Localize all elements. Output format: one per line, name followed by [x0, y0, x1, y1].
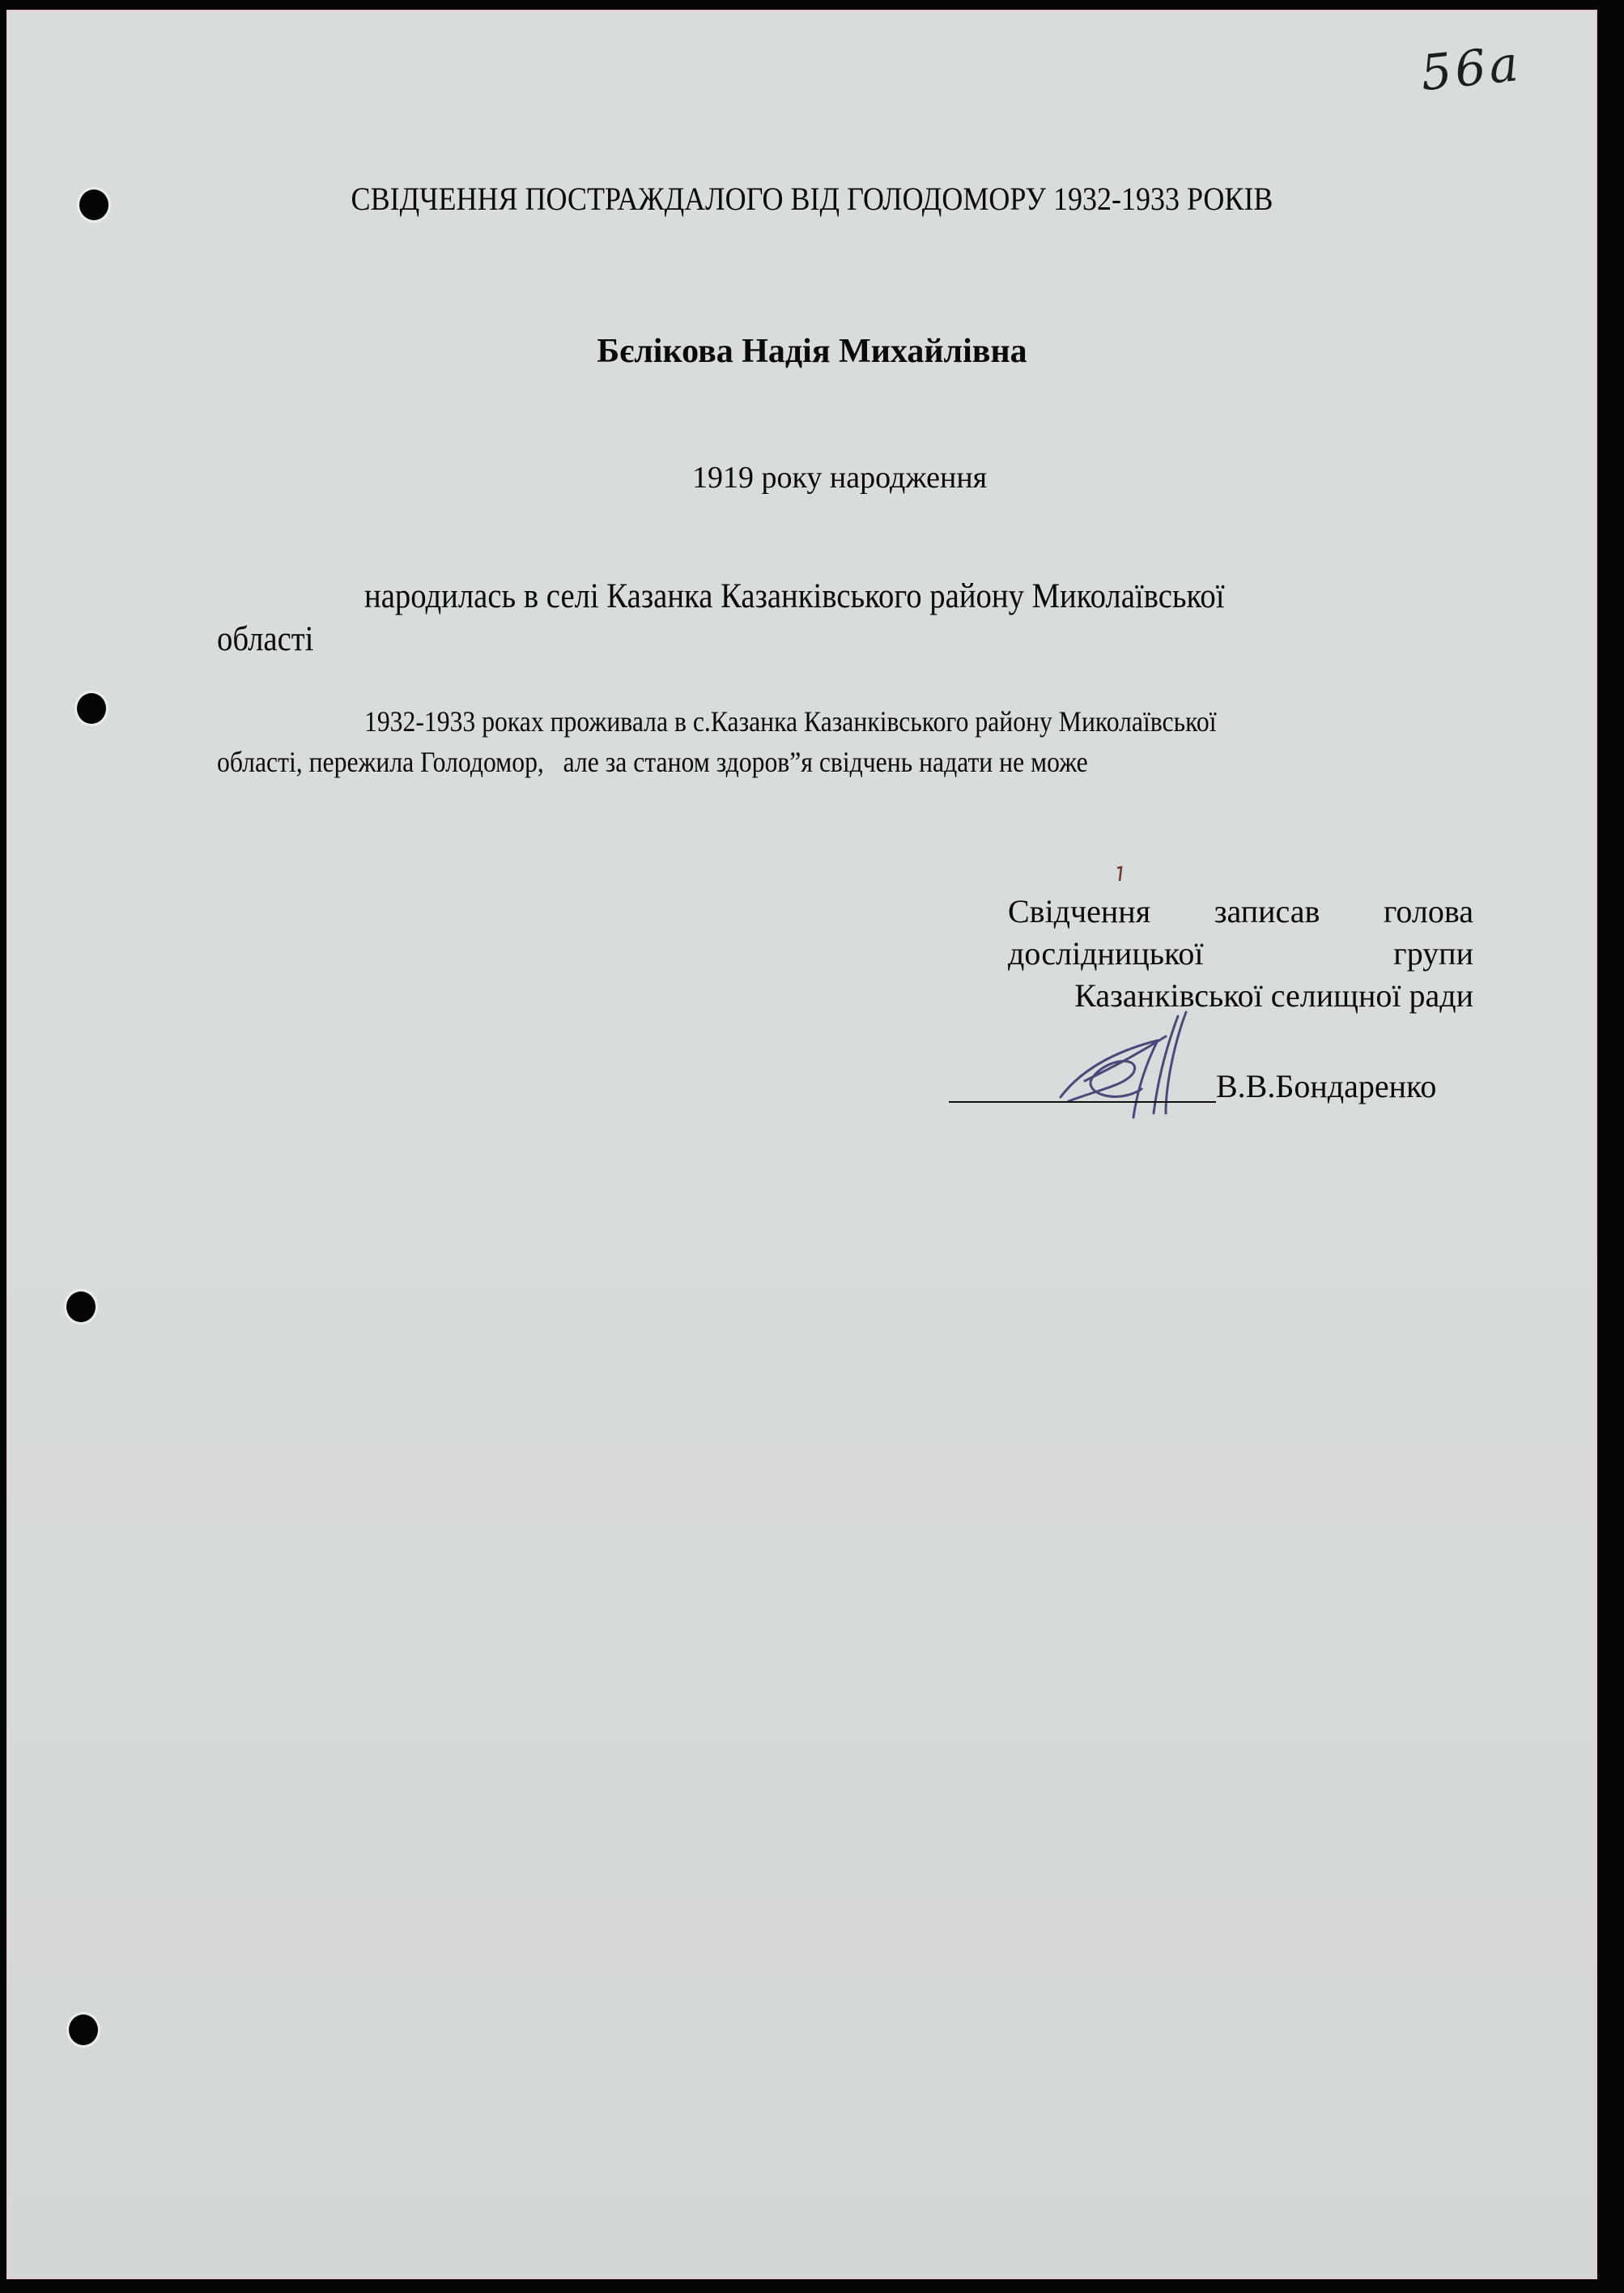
recorder-line-1	[1008, 891, 1473, 933]
recorder-line-2	[1008, 933, 1473, 975]
handwritten-signature	[1036, 1008, 1247, 1121]
recorder-word: Свідчення	[1008, 893, 1151, 930]
handwritten-tick-mark	[1116, 865, 1124, 883]
recorder-word: записав	[1214, 893, 1320, 930]
birthplace-line-2: області	[217, 620, 314, 658]
person-name: Бєлікова Надія Михайлівна	[597, 333, 1027, 370]
punch-hole	[69, 2014, 98, 2045]
residence-line-1: 1932-1933 роках проживала в с.Казанка Казанківського району Миколаївської	[364, 705, 1217, 738]
recorder-word: дослідницької	[1008, 935, 1204, 972]
document-title: СВІДЧЕННЯ ПОСТРАЖДАЛОГО ВІД ГОЛОДОМОРУ 1932-1933 РОКІВ	[351, 181, 1273, 217]
birth-year-line: 1919 року народження	[692, 461, 988, 495]
signer-name: В.В.Бондаренко	[1216, 1068, 1437, 1104]
punch-hole	[77, 693, 106, 724]
recorder-organization: Казанківської селищної ради	[1074, 977, 1473, 1014]
recorder-word: голова	[1384, 893, 1473, 930]
signature-line	[949, 1101, 1216, 1103]
punch-hole	[66, 1291, 96, 1322]
recorder-word: групи	[1393, 935, 1473, 972]
handwritten-page-number: 56a	[1418, 35, 1524, 103]
birthplace-line-1: народилась в селі Казанка Казанківського району Миколаївської	[364, 577, 1225, 615]
residence-line-2: області, пережила Голодомор, але за станом здоров”я свідчень надати не може	[217, 746, 1088, 778]
recorder-block	[1008, 891, 1473, 1017]
